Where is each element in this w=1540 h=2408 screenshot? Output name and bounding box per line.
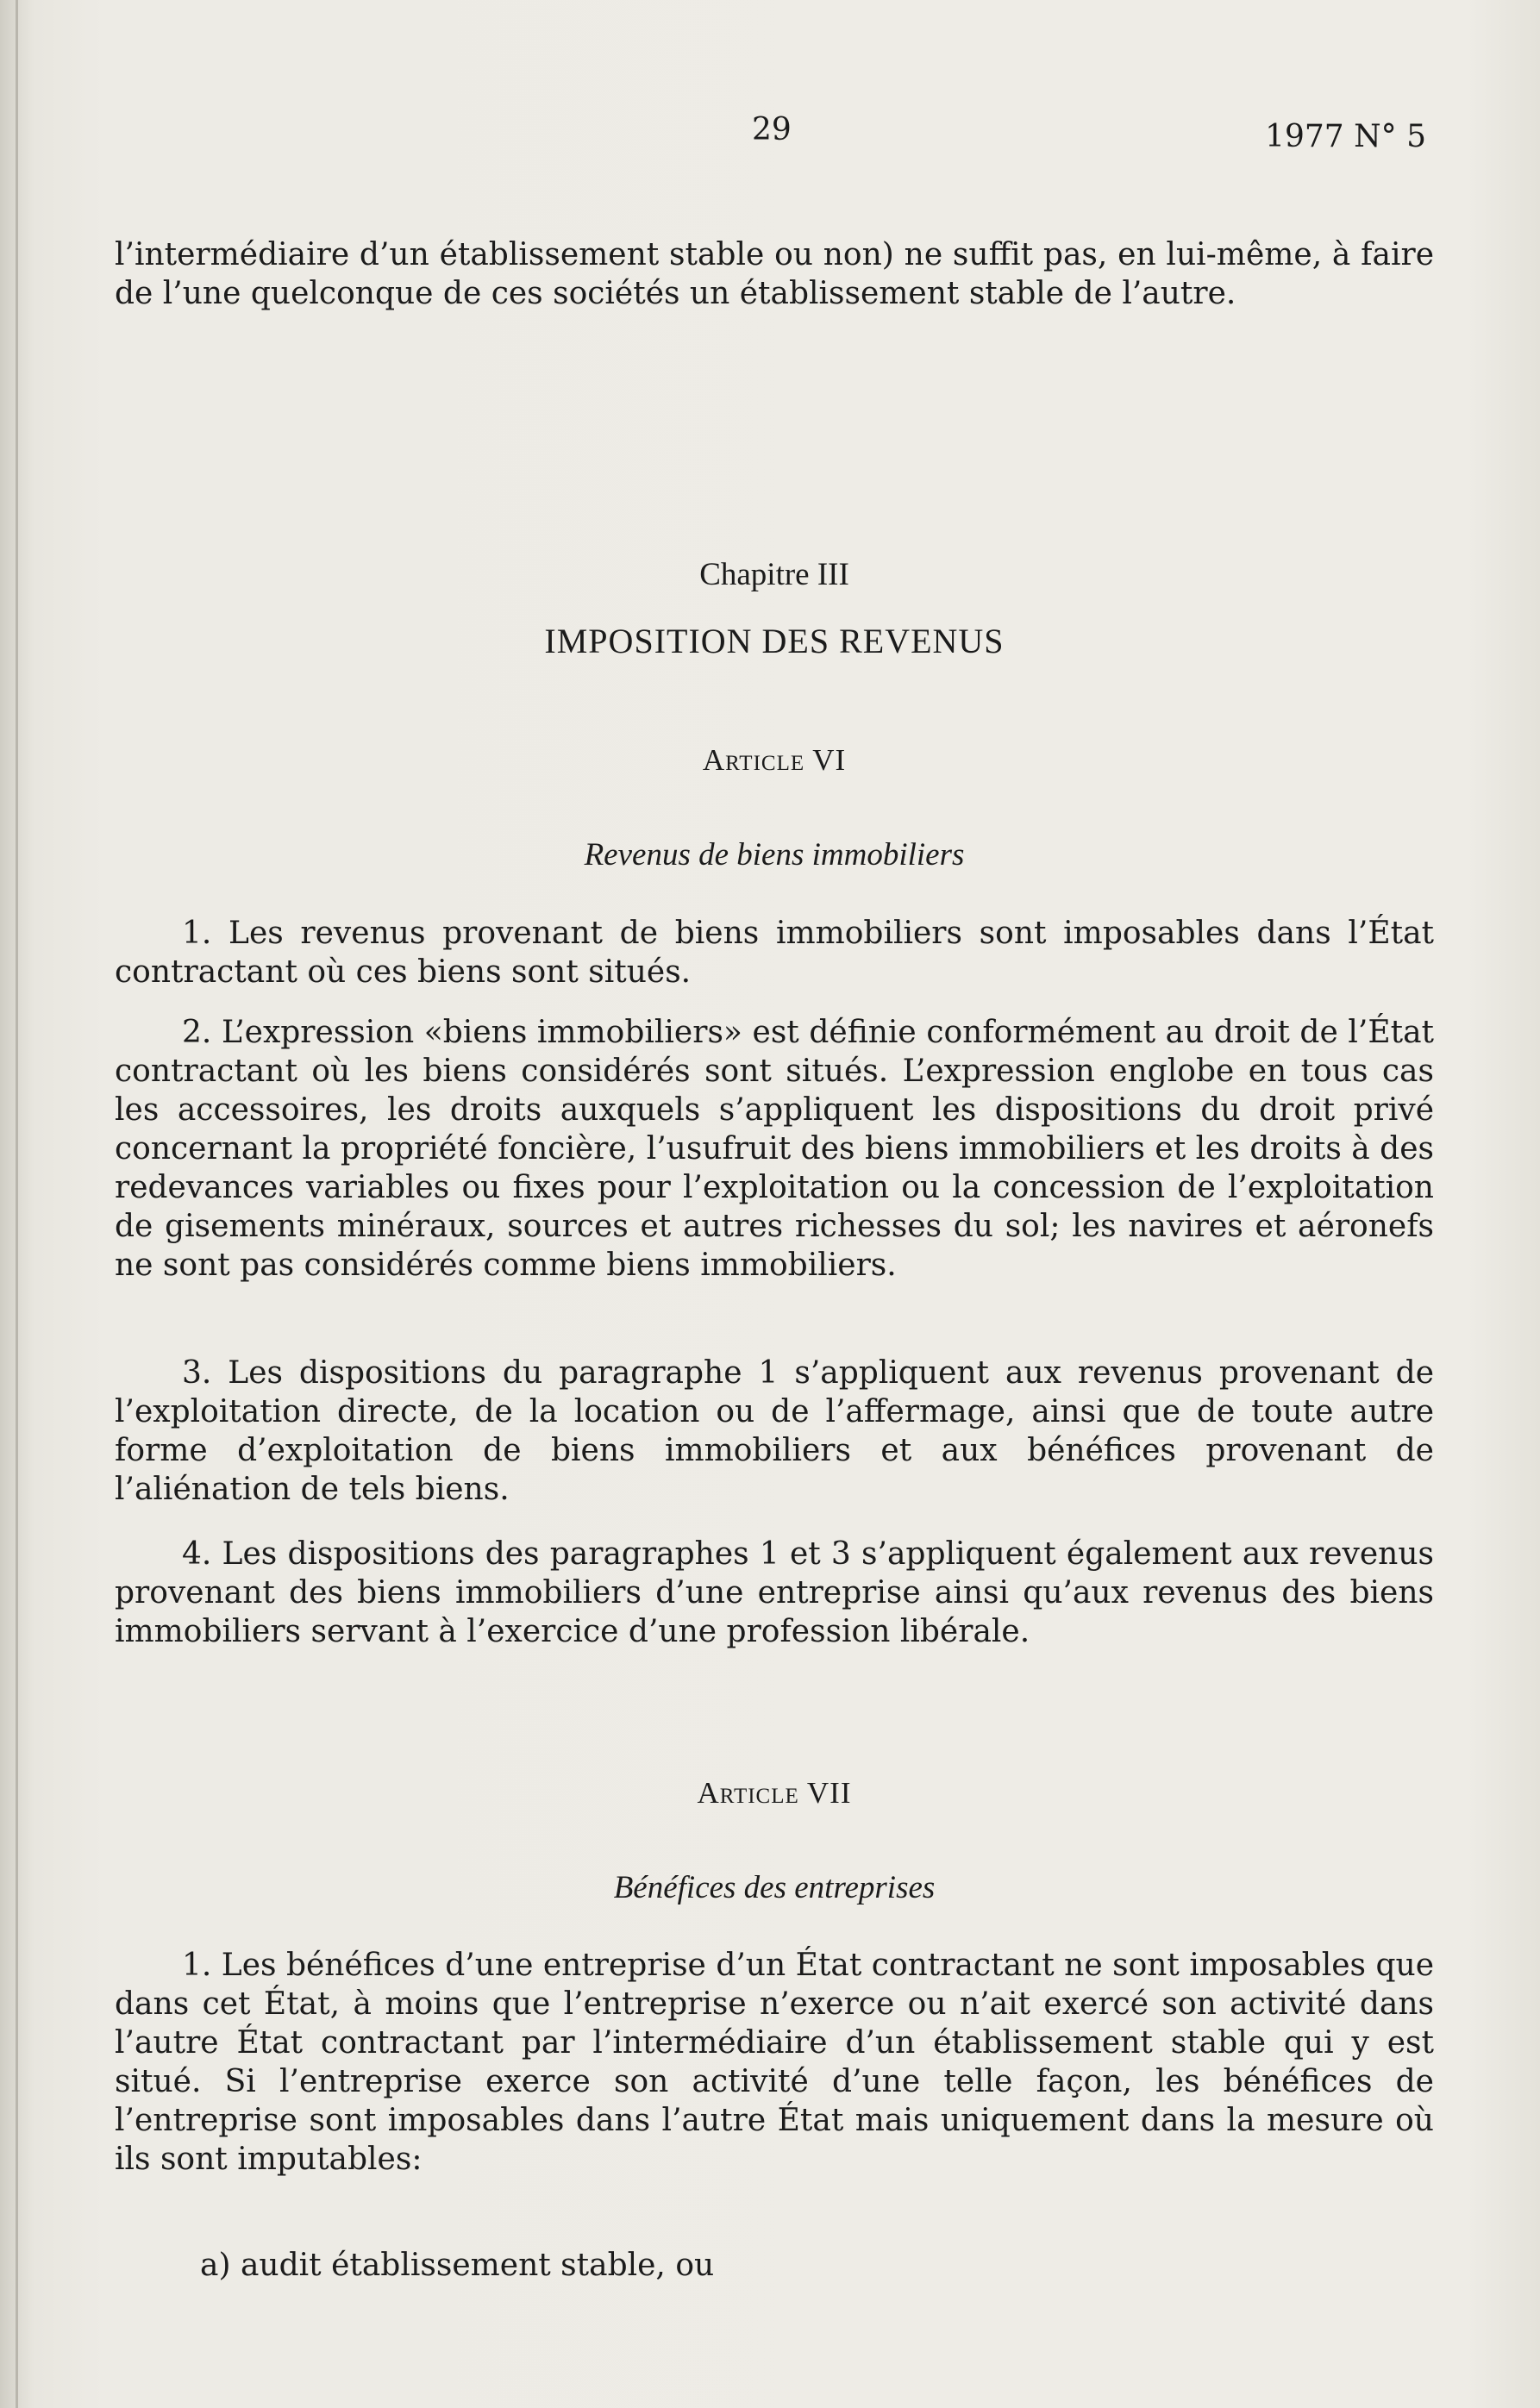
article-7-subtitle: Bénéfices des entreprises (613, 1870, 936, 1905)
article-6-paragraph-2: 2. L’expression «biens immobiliers» est définie conformément au droit de l’État contractant où les biens considérés sont situés. L’expression englobe en tous cas les accessoires, les droits auxquels s’appliquent les dispositions du droit privé concernant la propriété foncière, l’usufruit des biens immobiliers et les droits à des redevances variables ou fixes pour l’exploitation ou la concession de l’exploitation de gisements minéraux, sources et autres richesses du sol; les navires et aéronefs ne sont pas considérés comme biens immobiliers. (115, 1015, 1434, 1283)
binding-edge (16, 0, 18, 2408)
page-header (0, 112, 1540, 164)
article-6-subtitle: Revenus de biens immobiliers (584, 837, 965, 873)
document-reference: 1977 N° 5 (1265, 119, 1426, 154)
article-7-item-a: a) audit établissement stable, ou (200, 2248, 715, 2283)
article-6-paragraph-3: 3. Les dispositions du paragraphe 1 s’appliquent aux revenus provenant de l’exploitation directe, de la location ou de l’affermage, ainsi que de toute autre forme d’exploitation de biens immobiliers et aux bénéfices provenant de l’aliénation de tels biens. (115, 1355, 1434, 1507)
chapter-label: Chapitre III (699, 557, 849, 592)
continuation-paragraph: l’intermédiaire d’un établissement stable ou non) ne suffit pas, en lui-même, à faire de l’une quelconque de ces sociétés un établissement stable de l’autre. (115, 237, 1434, 311)
article-6-paragraph-1: 1. Les revenus provenant de biens immobiliers sont imposables dans l’État contractant où ces biens sont situés. (115, 916, 1434, 990)
chapter-title: IMPOSITION DES REVENUS (544, 622, 1005, 660)
article-7-paragraph-1: 1. Les bénéfices d’une entreprise d’un État contractant ne sont imposables que dans cet État, à moins que l’entreprise n’exerce ou n’ait exercé son activité dans l’autre État contractant par l’intermédiaire d’un établissement stable qui y est situé. Si l’entreprise exerce son activité d’une telle façon, les bénéfices de l’entreprise sont imposables dans l’autre État mais uniquement dans la mesure où ils sont imputables: (115, 1948, 1434, 2177)
article-6-heading: Article VI (702, 743, 847, 777)
page-number: 29 (752, 112, 792, 147)
article-6-paragraph-4: 4. Les dispositions des paragraphes 1 et 3 s’appliquent également aux revenus provenant des biens immobiliers d’une entreprise ainsi qu’aux revenus des biens immobiliers servant à l’exercice d’une profession libérale. (115, 1536, 1434, 1649)
article-7-heading: Article VII (697, 1776, 852, 1810)
